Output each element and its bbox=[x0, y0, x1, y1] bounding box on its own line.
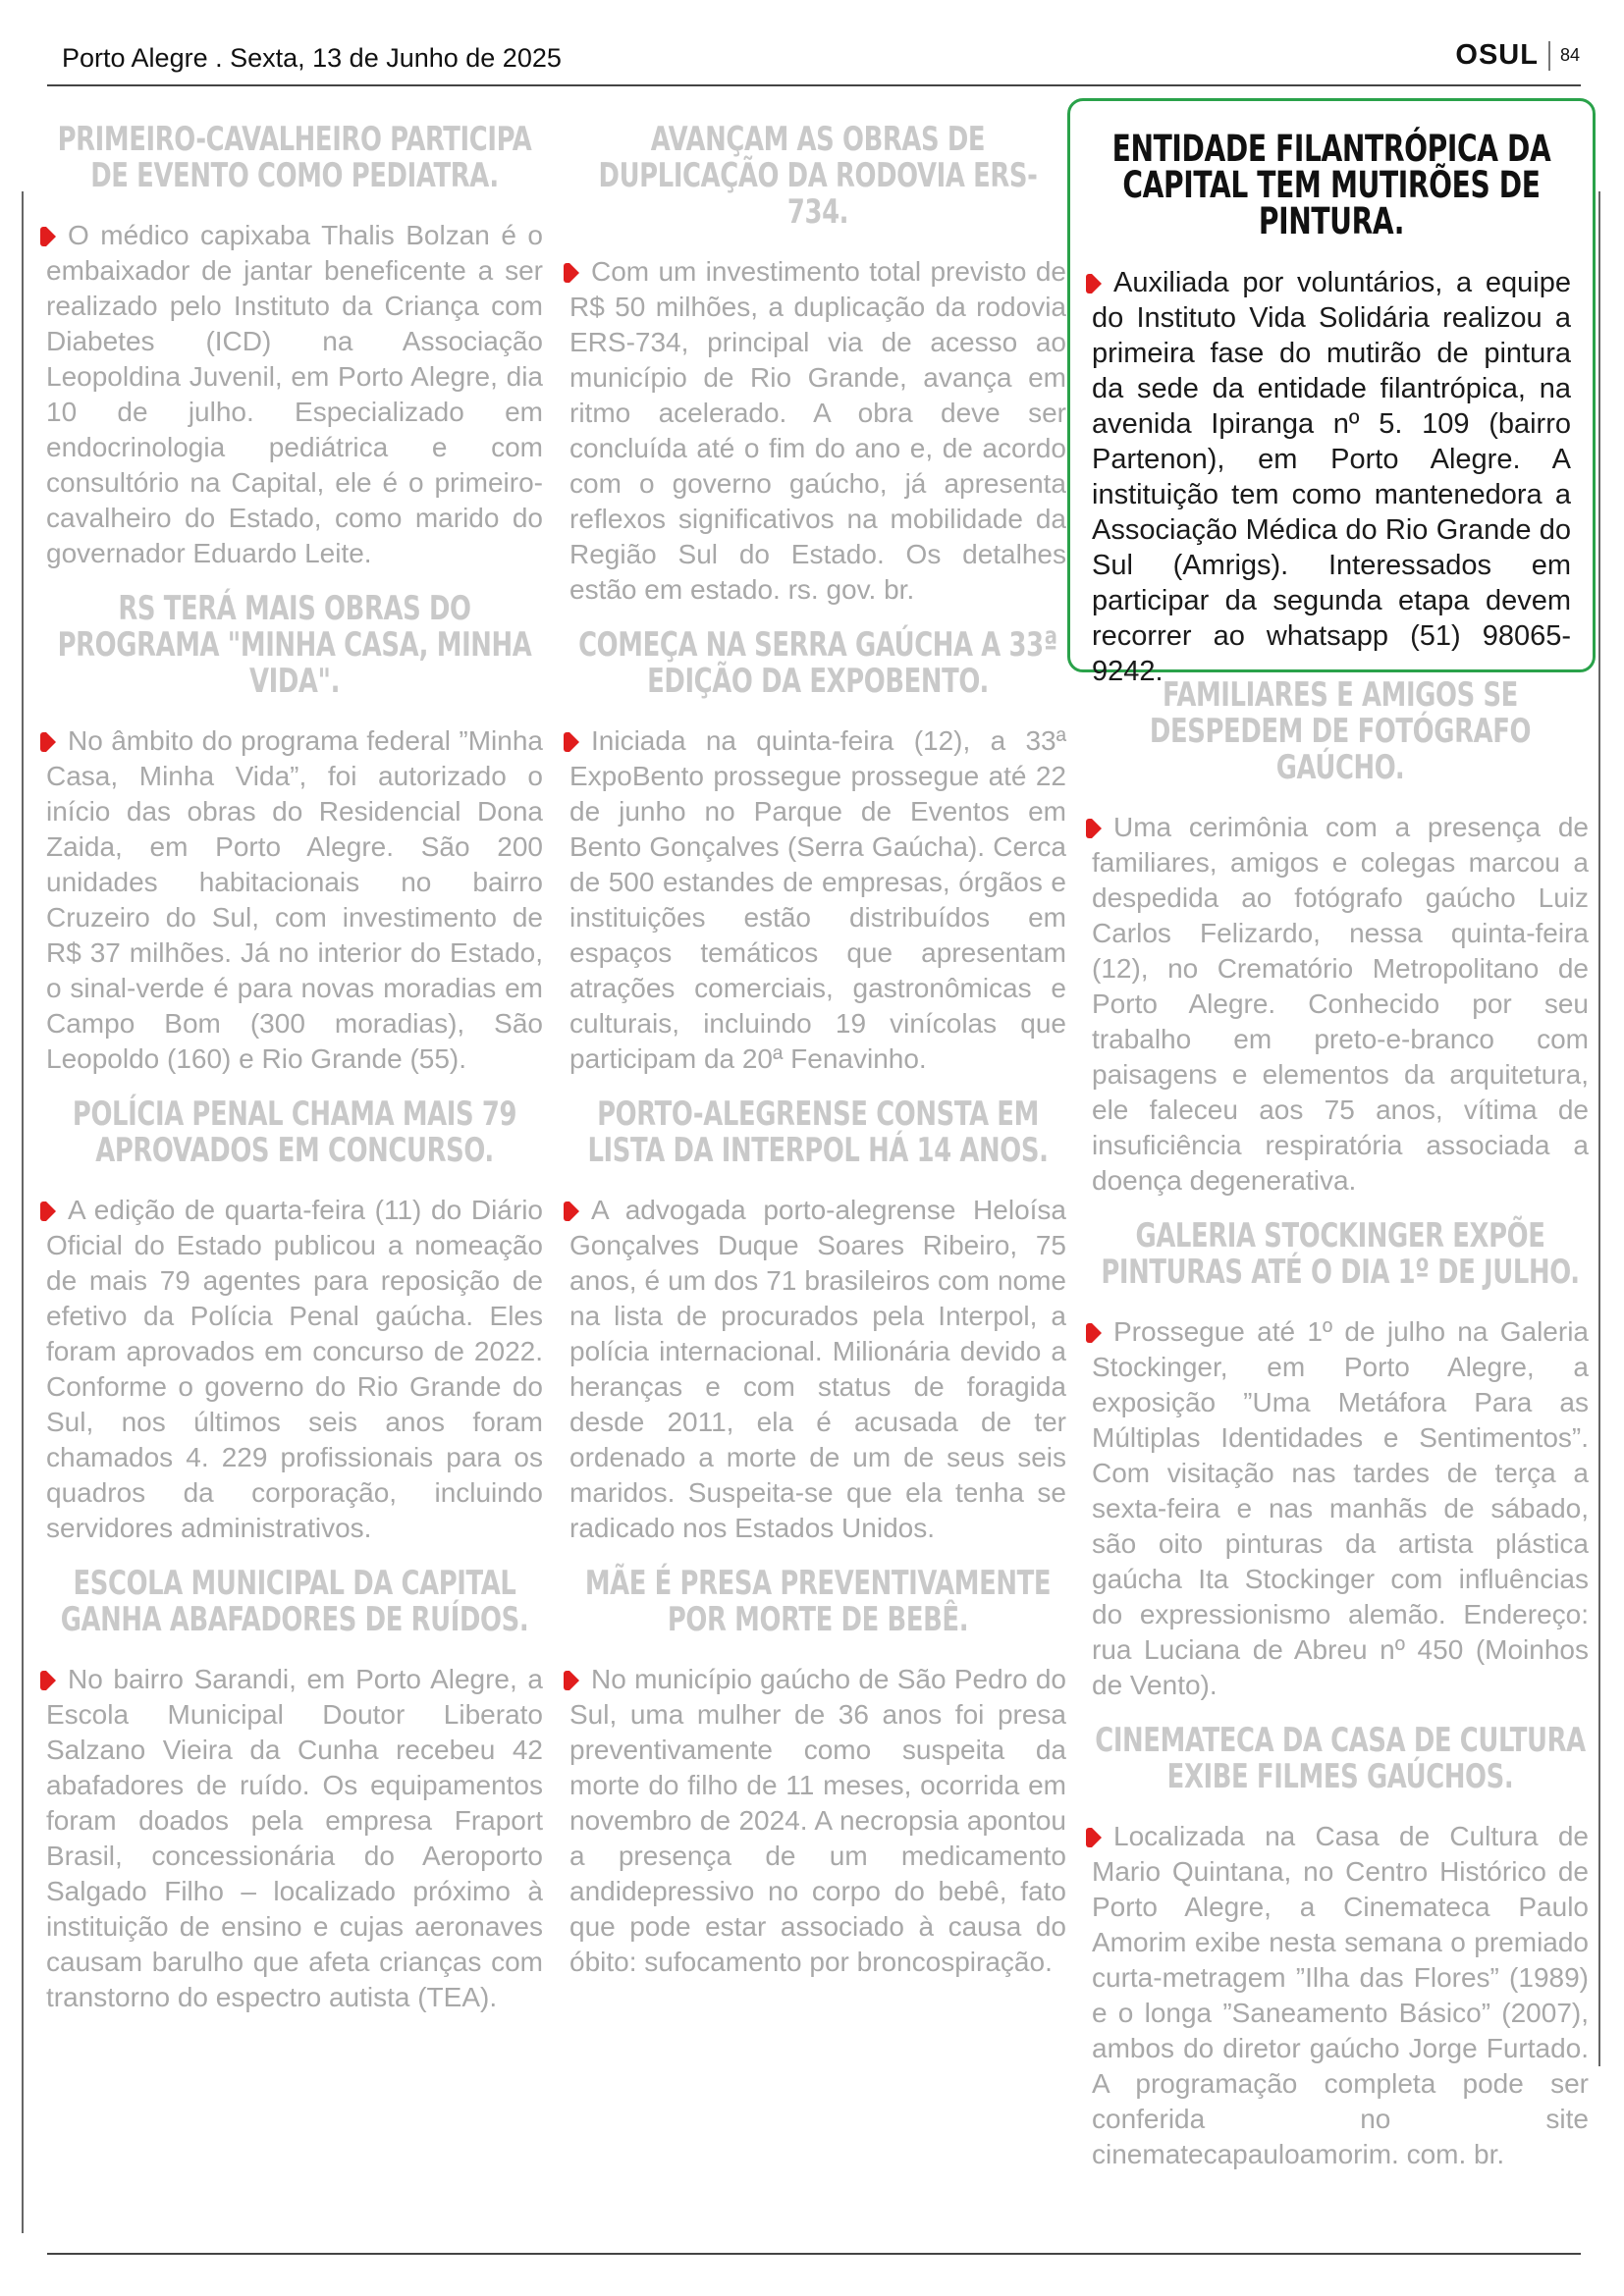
red-bullet-icon bbox=[1092, 1323, 1102, 1343]
article-headline: PORTO-ALEGRENSE CONSTA EM LISTA DA INTERPOL HÁ 14 ANOS. bbox=[587, 1095, 1049, 1170]
featured-body bbox=[1092, 265, 1571, 689]
article-body bbox=[46, 1193, 543, 1546]
article bbox=[569, 1566, 1066, 1980]
article bbox=[569, 1096, 1066, 1546]
left-margin-rule bbox=[22, 191, 24, 2233]
article-headline: CINEMATECA DA CASA DE CULTURA EXIBE FILMES GAÚCHOS. bbox=[1095, 1721, 1586, 1796]
red-bullet-icon bbox=[1092, 1828, 1102, 1847]
article bbox=[46, 591, 543, 1077]
article-headline: AVANÇAM AS OBRAS DE DUPLICAÇÃO DA RODOVIA ERS-734. bbox=[598, 120, 1038, 232]
red-bullet-icon bbox=[569, 732, 579, 752]
article-body bbox=[569, 1662, 1066, 1980]
red-bullet-icon bbox=[46, 227, 56, 246]
article-headline: RS TERÁ MAIS OBRAS DO PROGRAMA "MINHA CASA, MINHA VIDA". bbox=[57, 589, 532, 701]
article-body bbox=[1092, 1819, 1589, 2172]
article-body bbox=[569, 254, 1066, 608]
article-text: Com um investimento total previsto de R$ 50 milhões, a duplicação da rodovia ERS-734, principal via de acesso ao município de Rio Grande, avança em ritmo acelerado. A obra deve ser concluída até o fim do ano e, de acordo com o governo gaúcho, já apresenta reflexos significativos na mobilidade da Região Sul do Estado. Os detalhes estão em estado. rs. gov. br. bbox=[569, 256, 1066, 605]
page-number: 84 bbox=[1559, 45, 1580, 65]
red-bullet-icon bbox=[569, 1671, 579, 1690]
article-headline: PRIMEIRO-CAVALHEIRO PARTICIPA DE EVENTO COMO PEDIATRA. bbox=[57, 120, 532, 195]
article bbox=[569, 122, 1066, 608]
article-headline: COMEÇA NA SERRA GAÚCHA A 33ª EDIÇÃO DA EXPOBENTO. bbox=[578, 625, 1057, 701]
article-body bbox=[1092, 810, 1589, 1199]
article-headline: FAMILIARES E AMIGOS SE DESPEDEM DE FOTÓGRAFO GAÚCHO. bbox=[1149, 675, 1532, 787]
column-3 bbox=[1092, 677, 1589, 2172]
red-bullet-icon bbox=[569, 1201, 579, 1221]
article-text: Uma cerimônia com a presença de familiares, amigos e colegas marcou a despedida ao fotógrafo gaúcho Luiz Carlos Felizardo, nessa quinta-feira (12), no Crematório Metropolitano de Porto Alegre. Conhecido por seu trabalho em preto-e-branco com paisagens e elementos da arquitetura, ele faleceu aos 75 anos, vítima de insuficiência respiratória associada a doença degenerativa. bbox=[1092, 812, 1589, 1196]
article bbox=[46, 1096, 543, 1546]
article-text: Iniciada na quinta-feira (12), a 33ª ExpoBento prossegue prossegue até 22 de junho no Parque de Eventos em Bento Gonçalves (Serra Gaúcha). Cerca de 500 estandes de empresas, órgãos e instituições estão distribuídos em espaços temáticos que apresentam atrações comerciais, gastronômicas e culturais, incluindo 19 vinícolas que participam da 20ª Fenavinho. bbox=[569, 725, 1066, 1074]
article-text: No bairro Sarandi, em Porto Alegre, a Escola Municipal Doutor Liberato Salzano Vieira da Cunha recebeu 42 abafadores de ruído. Os equipamentos foram doados pela empresa Fraport Brasil, concessionária do Aeroporto Salgado Filho – localizado próximo à instituição de ensino e cujas aeronaves causam barulho que afeta crianças com transtorno do espectro autista (TEA). bbox=[46, 1664, 543, 2012]
brand bbox=[1455, 39, 1580, 72]
brand-divider bbox=[1548, 41, 1550, 71]
brand-logo: OSUL bbox=[1455, 39, 1539, 71]
article-text: A advogada porto-alegrense Heloísa Gonçalves Duque Soares Ribeiro, 75 anos, é um dos 71 brasileiros com nome na lista de procurados pela Interpol, a polícia internacional. Milionária devido a heranças e com status de foragida desde 2011, ela é acusada de ter ordenado a morte de um de seus seis maridos. Suspeita-se que ela tenha se radicado nos Estados Unidos. bbox=[569, 1195, 1066, 1543]
article-headline: GALERIA STOCKINGER EXPÕE PINTURAS ATÉ O DIA 1º DE JULHO. bbox=[1101, 1216, 1580, 1292]
red-bullet-icon bbox=[1092, 819, 1102, 838]
article-body bbox=[1092, 1314, 1589, 1703]
article-headline: MÃE É PRESA PREVENTIVAMENTE POR MORTE DE BEBÊ. bbox=[584, 1564, 1052, 1639]
red-bullet-icon bbox=[46, 1201, 56, 1221]
article-body bbox=[46, 723, 543, 1077]
dateline: Porto Alegre . Sexta, 13 de Junho de 2025 bbox=[62, 43, 562, 73]
red-bullet-icon bbox=[1092, 274, 1102, 294]
article bbox=[1092, 1723, 1589, 2172]
article-text: A edição de quarta-feira (11) do Diário Oficial do Estado publicou a nomeação de mais 79 agentes para reposição de efetivo da Polícia Penal gaúcha. Eles foram aprovados em concurso de 2022. Conforme o governo do Rio Grande do Sul, nos últimos seis anos foram chamados 4. 229 profissionais para os quadros da corporação, incluindo servidores administrativos. bbox=[46, 1195, 543, 1543]
article-text: O médico capixaba Thalis Bolzan é o embaixador de jantar beneficente a ser realizado pelo Instituto da Criança com Diabetes (ICD) na Associação Leopoldina Juvenil, em Porto Alegre, dia 10 de julho. Especializado em endocrinologia pediátrica e com consultório na Capital, ele é o primeiro-cavalheiro do Estado, como marido do governador Eduardo Leite. bbox=[46, 220, 543, 568]
featured-headline: ENTIDADE FILANTRÓPICA DA CAPITAL TEM MUTIRÕES DE PINTURA. bbox=[1111, 128, 1551, 242]
article bbox=[46, 122, 543, 571]
article bbox=[1092, 677, 1589, 1199]
article-body bbox=[46, 218, 543, 571]
article-text: No município gaúcho de São Pedro do Sul, uma mulher de 36 anos foi presa preventivamente como suspeita da morte do filho de 11 meses, ocorrida em novembro de 2024. A necropsia apontou a presença de um medicamento andidepressivo no corpo do bebê, fato que pode estar associado à causa do óbito: sufocamento por broncospiração. bbox=[569, 1664, 1066, 1977]
featured-article-box bbox=[1067, 98, 1596, 687]
article-body bbox=[46, 1662, 543, 2015]
article-text: No âmbito do programa federal ”Minha Casa, Minha Vida”, foi autorizado o início das obras do Residencial Dona Zaida, em Porto Alegre. São 200 unidades habitacionais no bairro Cruzeiro do Sul, com investimento de R$ 37 milhões. Já no interior do Estado, o sinal-verde é para novas moradias em Campo Bom (300 moradias), São Leopoldo (160) e Rio Grande (55). bbox=[46, 725, 543, 1074]
page-header bbox=[62, 39, 1580, 79]
column-1 bbox=[46, 122, 543, 2015]
article bbox=[46, 1566, 543, 2015]
article-headline: POLÍCIA PENAL CHAMA MAIS 79 APROVADOS EM CONCURSO. bbox=[72, 1095, 517, 1170]
header-rule bbox=[47, 84, 1581, 86]
article bbox=[1092, 1218, 1589, 1703]
article-body bbox=[569, 1193, 1066, 1546]
article-body bbox=[569, 723, 1066, 1077]
column-2 bbox=[569, 122, 1066, 1980]
right-margin-rule bbox=[1598, 191, 1600, 2066]
red-bullet-icon bbox=[569, 263, 579, 283]
article-text: Localizada na Casa de Cultura de Mario Quintana, no Centro Histórico de Porto Alegre, a Cinemateca Paulo Amorim exibe nesta semana o premiado curta-metragem ”Ilha das Flores” (1989) e o longa ”Saneamento Básico” (2007), ambos do diretor gaúcho Jorge Furtado. A programação completa pode ser conferida no site cinematecapauloamorim. com. br. bbox=[1092, 1821, 1589, 2169]
article bbox=[569, 627, 1066, 1077]
footer-rule bbox=[47, 2253, 1581, 2255]
article-headline: ESCOLA MUNICIPAL DA CAPITAL GANHA ABAFADORES DE RUÍDOS. bbox=[60, 1564, 529, 1639]
article-text: Prossegue até 1º de julho na Galeria Stockinger, em Porto Alegre, a exposição ”Uma Metáfora Para as Múltiplas Identidades e Sentimentos”. Com visitação nas tardes de terça a sexta-feira e nas manhãs de sábado, são oito pinturas da artista plástica gaúcha Ita Stockinger com influências do expressionismo alemão. Endereço: rua Luciana de Abreu nº 450 (Moinhos de Vento). bbox=[1092, 1316, 1589, 1700]
red-bullet-icon bbox=[46, 1671, 56, 1690]
article-text: Auxiliada por voluntários, a equipe do Instituto Vida Solidária realizou a primeira fase do mutirão de pintura da sede da entidade filantrópica, na avenida Ipiranga nº 5. 109 (bairro Partenon), em Porto Alegre. A instituição tem como mantenedora a Associação Médica do Rio Grande do Sul (Amrigs). Interessados em participar da segunda etapa devem recorrer ao whatsapp (51) 98065-9242. bbox=[1092, 267, 1571, 687]
red-bullet-icon bbox=[46, 732, 56, 752]
